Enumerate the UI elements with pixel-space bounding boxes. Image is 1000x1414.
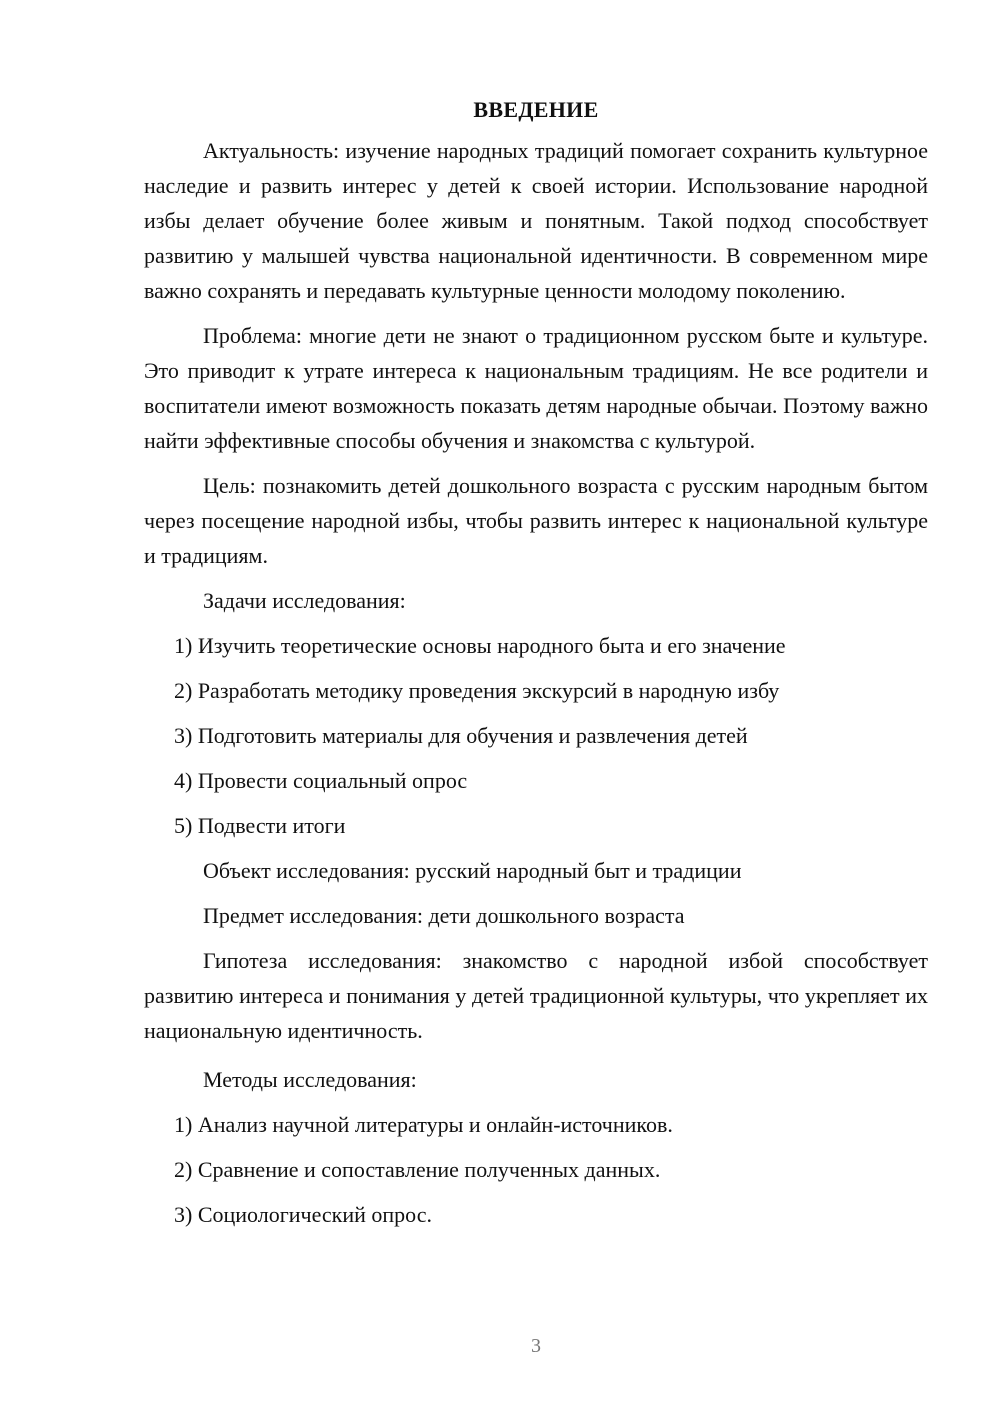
list-item: 2) Сравнение и сопоставление полученных данных. <box>174 1157 661 1182</box>
list-item: 3) Социологический опрос. <box>174 1202 432 1227</box>
page-number: 3 <box>531 1335 541 1357</box>
list-item: 1) Изучить теоретические основы народного быта и его значение <box>174 633 786 658</box>
methods-title: Методы исследования: <box>203 1067 417 1092</box>
list-item: 2) Разработать методику проведения экскурсий в народную избу <box>174 678 780 703</box>
page-heading: ВВЕДЕНИЕ <box>473 97 599 122</box>
problem-paragraph: Проблема: многие дети не знают о традиционном русском быте и культуре. Это приводит к утрате интереса к национальным традициям. Не все родители и воспитатели имеют возможность показать детям народные обычаи. Поэтому важно найти эффективные способы обучения и знакомства с культурой. <box>144 323 928 453</box>
goal-paragraph: Цель: познакомить детей дошкольного возраста с русским народным бытом через посещение народной избы, чтобы развить интерес к национальной культуре и традициям. <box>144 473 928 568</box>
page-content <box>144 96 928 1242</box>
hypothesis-paragraph: Гипотеза исследования: знакомство с народной избой способствует развитию интереса и понимания у детей традиционной культуры, что укрепляет их национальную идентичность. <box>144 948 928 1043</box>
list-item: 5) Подвести итоги <box>174 813 346 838</box>
methods-list <box>144 1107 928 1232</box>
relevance-paragraph: Актуальность: изучение народных традиций помогает сохранить культурное наследие и развить интерес у детей к своей истории. Использование народной избы делает обучение более живым и понятным. Такой подход способствует развитию у малышей чувства национальной идентичности. В современном мире важно сохранять и передавать культурные ценности молодому поколению. <box>144 138 928 303</box>
subject-line: Предмет исследования: дети дошкольного возраста <box>203 903 685 928</box>
list-item: 1) Анализ научной литературы и онлайн-источников. <box>174 1112 673 1137</box>
tasks-title: Задачи исследования: <box>203 588 406 613</box>
list-item: 4) Провести социальный опрос <box>174 768 468 793</box>
tasks-list <box>144 628 928 843</box>
object-line: Объект исследования: русский народный быт и традиции <box>203 858 742 883</box>
list-item: 3) Подготовить материалы для обучения и развлечения детей <box>174 723 748 748</box>
